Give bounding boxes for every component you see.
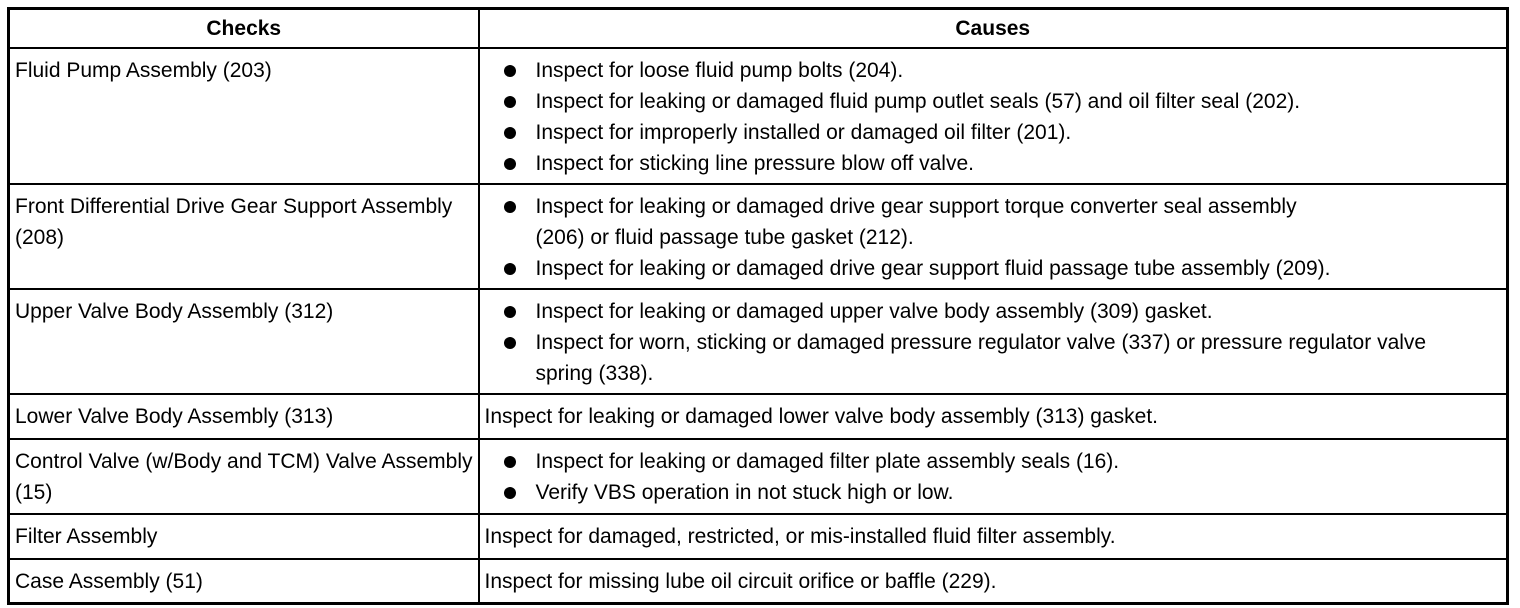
- table-row: [9, 439, 1508, 514]
- table-row: [9, 514, 1508, 559]
- cause-item: Inspect for loose fluid pump bolts (204).: [485, 55, 1501, 86]
- check-cell: Lower Valve Body Assembly (313): [9, 394, 479, 439]
- causes-list: [485, 191, 1501, 284]
- table-row: [9, 394, 1508, 439]
- header-causes: Causes: [479, 9, 1508, 49]
- check-cell: Control Valve (w/Body and TCM) Valve Assembly (15): [9, 439, 479, 514]
- causes-list: [485, 55, 1501, 179]
- causes-cell: [479, 184, 1508, 289]
- causes-list: [485, 446, 1501, 508]
- check-cell: Fluid Pump Assembly (203): [9, 48, 479, 184]
- checks-causes-table: [7, 7, 1509, 605]
- causes-cell: [479, 439, 1508, 514]
- check-cell: Filter Assembly: [9, 514, 479, 559]
- cause-item: Inspect for sticking line pressure blow off valve.: [485, 148, 1501, 179]
- cause-item: Verify VBS operation in not stuck high or low.: [485, 477, 1501, 508]
- table-row: [9, 289, 1508, 394]
- cause-item: Inspect for leaking or damaged upper valve body assembly (309) gasket.: [485, 296, 1501, 327]
- cause-text-cell: Inspect for damaged, restricted, or mis-installed fluid filter assembly.: [479, 514, 1508, 559]
- cause-item: Inspect for leaking or damaged filter plate assembly seals (16).: [485, 446, 1501, 477]
- table-row: [9, 48, 1508, 184]
- check-cell: Upper Valve Body Assembly (312): [9, 289, 479, 394]
- header-checks: Checks: [9, 9, 479, 49]
- diagnostic-table-container: [7, 7, 1506, 605]
- table-row: [9, 184, 1508, 289]
- cause-item: Inspect for improperly installed or damaged oil filter (201).: [485, 117, 1501, 148]
- causes-cell: [479, 289, 1508, 394]
- cause-item: Inspect for leaking or damaged fluid pump outlet seals (57) and oil filter seal (202).: [485, 86, 1501, 117]
- cause-item: Inspect for leaking or damaged drive gear support fluid passage tube assembly (209).: [485, 253, 1501, 284]
- cause-item: Inspect for leaking or damaged drive gear support torque converter seal assembly (206) or fluid passage tube gasket (212).: [485, 191, 1501, 253]
- cause-text-cell: Inspect for missing lube oil circuit orifice or baffle (229).: [479, 559, 1508, 604]
- table-row: [9, 559, 1508, 604]
- table-header-row: [9, 9, 1508, 49]
- causes-cell: [479, 48, 1508, 184]
- cause-text-cell: Inspect for leaking or damaged lower valve body assembly (313) gasket.: [479, 394, 1508, 439]
- check-cell: Front Differential Drive Gear Support Assembly (208): [9, 184, 479, 289]
- check-cell: Case Assembly (51): [9, 559, 479, 604]
- cause-item: Inspect for worn, sticking or damaged pressure regulator valve (337) or pressure regulator valve spring (338).: [485, 327, 1501, 389]
- causes-list: [485, 296, 1501, 389]
